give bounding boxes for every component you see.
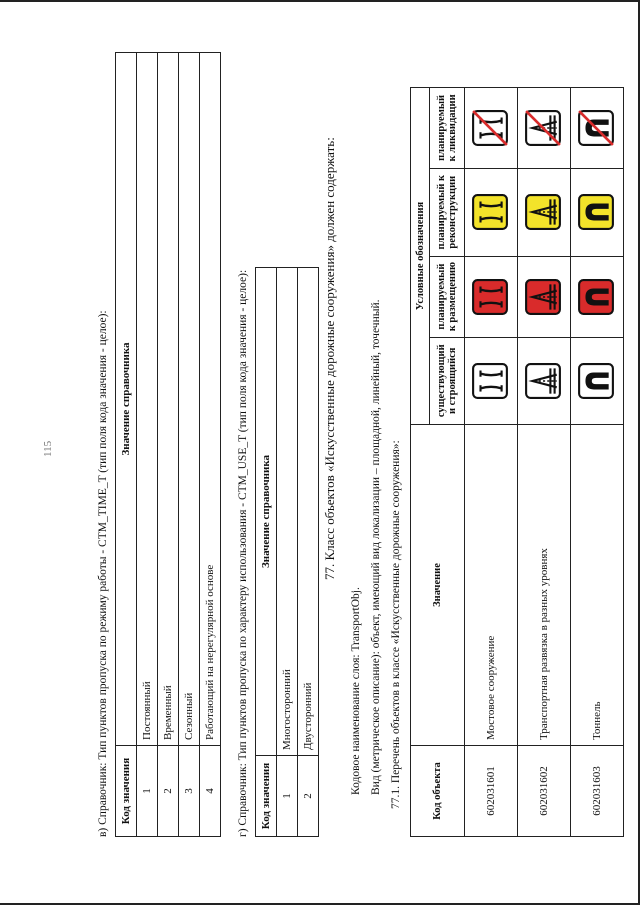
- bridge-icon: [471, 278, 512, 316]
- tunnel-icon: [577, 362, 618, 400]
- table-row: 1 Многосторонний: [277, 268, 298, 837]
- sym-col-existing: существующий и строящийся: [430, 337, 465, 424]
- geometry-text: Вид (метрическое описание): объект, имеющий вид локализации – площадной, линейный, точечный.: [370, 299, 382, 795]
- page-number: 115: [42, 440, 54, 457]
- table-row: 602031602 Транспортная развязка в разных уровнях: [518, 88, 571, 837]
- table-row: 4 Работающий на нерегулярной основе: [200, 53, 221, 837]
- directory-v-caption: в) Справочник: Тип пунктов пропуска по режиму работы - CTM_TIME_T (тип поля кода значения - целое):: [97, 310, 109, 837]
- sym-col-liquidation: планируемый к ликвидации: [430, 88, 465, 169]
- bridge-icon: [471, 193, 512, 231]
- sym-col-planned: планируемый к размещению: [430, 256, 465, 337]
- col-object-code-header: Код объекта: [411, 746, 465, 837]
- objects-table: [410, 87, 624, 837]
- interchange-icon: [524, 109, 565, 147]
- col-code-header: Код значения: [256, 756, 277, 837]
- col-code-header: Код значения: [116, 746, 137, 837]
- sym-col-reconstruction: планируемый к реконструкции: [430, 168, 465, 256]
- bridge-icon: [471, 362, 512, 400]
- time-type-table: [115, 52, 221, 837]
- tunnel-icon: [577, 193, 618, 231]
- table-row: 2 Двусторонний: [298, 268, 319, 837]
- col-object-value-header: Значение: [411, 425, 465, 746]
- col-value-header: Значение справочника: [116, 53, 137, 746]
- col-value-header: Значение справочника: [256, 268, 277, 756]
- table-row: 1 Постоянный: [137, 53, 158, 837]
- table-row: 3 Сезонный: [179, 53, 200, 837]
- use-type-table: [255, 267, 319, 837]
- interchange-icon: [524, 362, 565, 400]
- list-caption: 77.1. Перечень объектов в классе «Искусственные дорожные сооружения»:: [390, 440, 402, 809]
- tunnel-icon: [577, 109, 618, 147]
- tunnel-icon: [577, 278, 618, 316]
- bridge-icon: [471, 109, 512, 147]
- directory-g-caption: г) Справочник: Тип пунктов пропуска по характеру использования - CTM_USE_T (тип поля кода значения - целое):: [237, 269, 249, 837]
- table-row: 602031603 Тоннель: [571, 88, 624, 837]
- col-symbols-header: Условные обозначения: [411, 88, 430, 425]
- layer-code-text: Кодовое наименование слоя: TransportObj.: [350, 587, 362, 795]
- table-row: 602031601 Мостовое сооружение: [465, 88, 518, 837]
- section-heading: 77. Класс объектов «Искусственные дорожные сооружения» должен содержать:: [322, 137, 337, 580]
- table-row: 2 Временный: [158, 53, 179, 837]
- interchange-icon: [524, 278, 565, 316]
- interchange-icon: [524, 193, 565, 231]
